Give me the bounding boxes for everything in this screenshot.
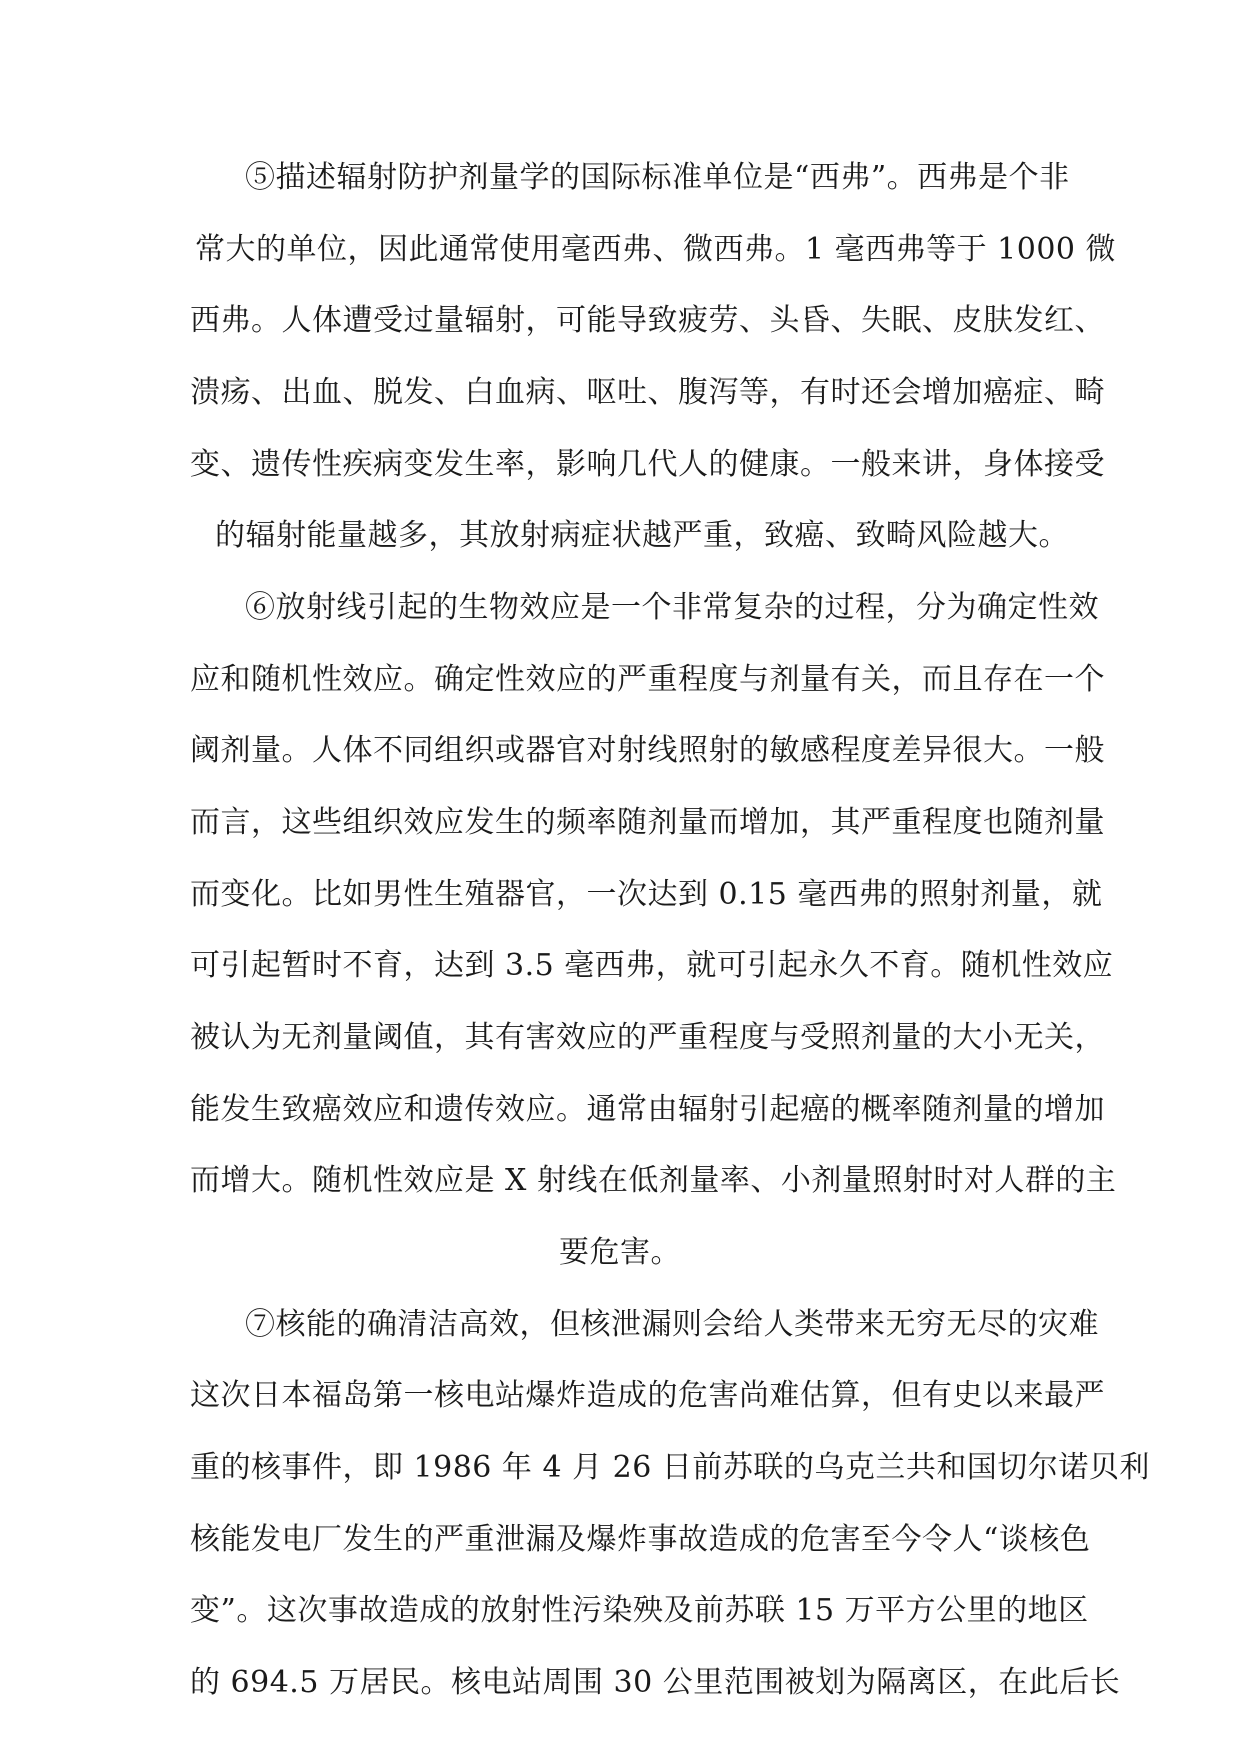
paragraph-7-line: 这次日本福岛第一核电站爆炸造成的危害尚难估算，但有史以来最严 — [190, 1378, 1105, 1413]
paragraph-7-line: 变”。这次事故造成的放射性污染殃及前苏联 15 万平方公里的地区 — [190, 1593, 1089, 1628]
paragraph-6-line: 阈剂量。人体不同组织或器官对射线照射的敏感程度差异很大。一般 — [190, 733, 1105, 768]
paragraph-6-line: 可引起暂时不育，达到 3.5 毫西弗，就可引起永久不育。随机性效应 — [190, 948, 1114, 983]
paragraph-5-line: 西弗。人体遭受过量辐射，可能导致疲劳、头昏、失眠、皮肤发红、 — [190, 303, 1105, 338]
paragraph-6-line: 被认为无剂量阈值，其有害效应的严重程度与受照剂量的大小无关， — [190, 1020, 1105, 1055]
paragraph-7-line: 重的核事件，即 1986 年 4 月 26 日前苏联的乌克兰共和国切尔诺贝利 — [190, 1450, 1150, 1485]
paragraph-6-line: 能发生致癌效应和遗传效应。通常由辐射引起癌的概率随剂量的增加 — [190, 1092, 1105, 1127]
paragraph-6-line: 而增大。随机性效应是 X 射线在低剂量率、小剂量照射时对人群的主 — [190, 1163, 1117, 1198]
paragraph-6-line: ⑥放射线引起的生物效应是一个非常复杂的过程，分为确定性效 — [245, 590, 1099, 625]
paragraph-6-line: 而变化。比如男性生殖器官，一次达到 0.15 毫西弗的照射剂量，就 — [190, 877, 1103, 912]
paragraph-5-line: 变、遗传性疾病变发生率，影响几代人的健康。一般来讲，身体接受 — [190, 447, 1105, 482]
paragraph-5-line: 溃疡、出血、脱发、白血病、呕吐、腹泻等，有时还会增加癌症、畸 — [190, 375, 1105, 410]
paragraph-5-line: ⑤描述辐射防护剂量学的国际标准单位是“西弗”。西弗是个非 — [245, 160, 1070, 195]
paragraph-6-line: 要危害。 — [559, 1235, 681, 1270]
paragraph-6-line: 应和随机性效应。确定性效应的严重程度与剂量有关，而且存在一个 — [190, 662, 1105, 697]
paragraph-5-line: 常大的单位，因此通常使用毫西弗、微西弗。1 毫西弗等于 1000 微 — [195, 232, 1117, 267]
paragraph-7-line: ⑦核能的确清洁高效，但核泄漏则会给人类带来无穷无尽的灾难 — [245, 1307, 1099, 1342]
paragraph-6-line: 而言，这些组织效应发生的频率随剂量而增加，其严重程度也随剂量 — [190, 805, 1105, 840]
paragraph-7-line: 的 694.5 万居民。核电站周围 30 公里范围被划为隔离区，在此后长 — [190, 1665, 1121, 1700]
paragraph-5-line: 的辐射能量越多，其放射病症状越严重，致癌、致畸风险越大。 — [215, 518, 1069, 553]
paragraph-7-line: 核能发电厂发生的严重泄漏及爆炸事故造成的危害至今令人“谈核色 — [190, 1522, 1091, 1557]
